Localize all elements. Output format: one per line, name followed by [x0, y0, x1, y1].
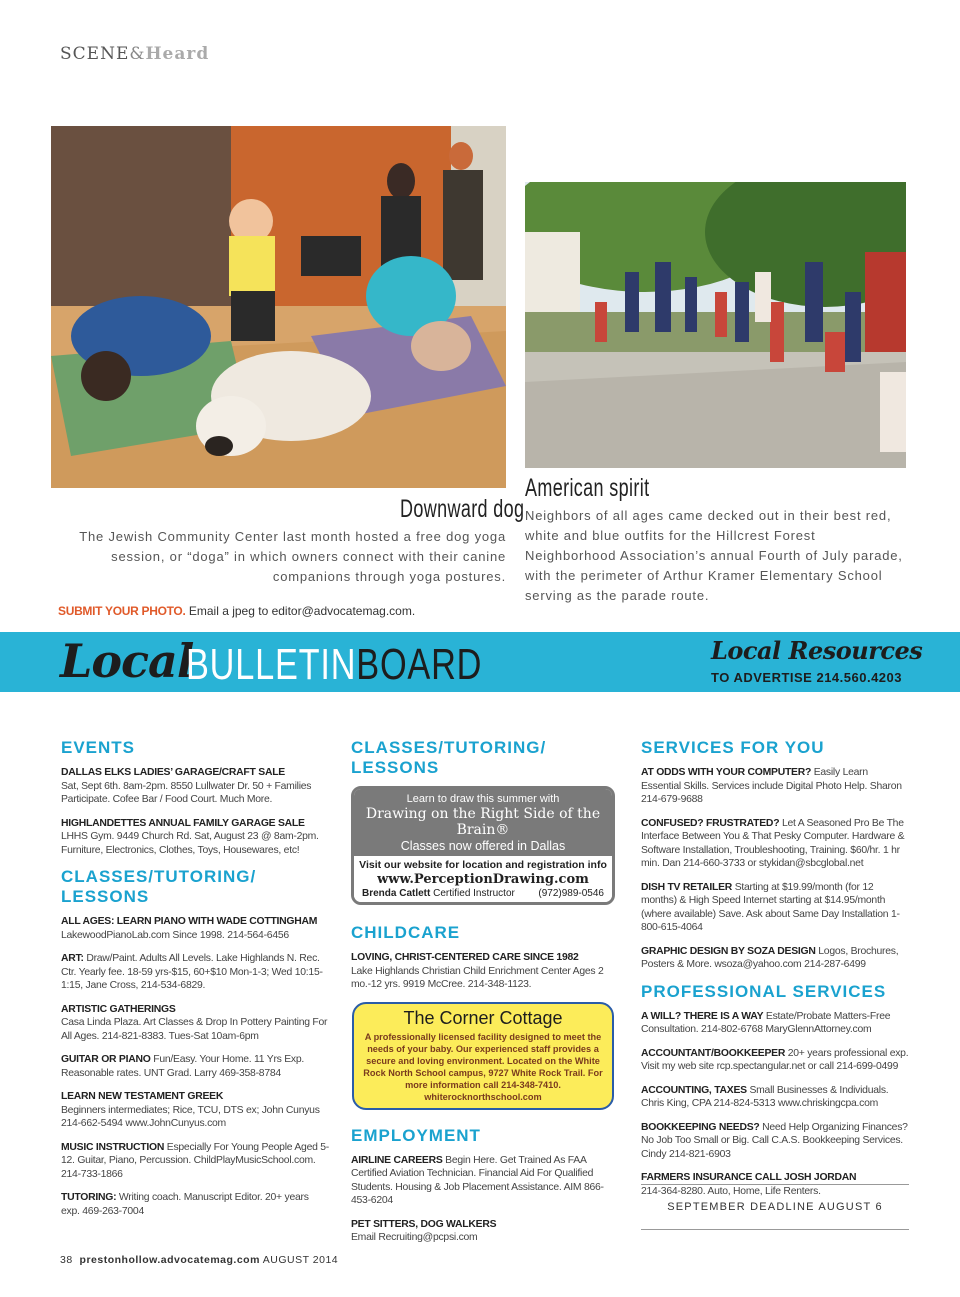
listing: DISH TV RETAILER Starting at $19.99/month (for 12 months) & High Speed Internet starting at $14.95/month (where available) Save. Ask about Same Day Installation 1-800-615-4064: [641, 881, 900, 933]
deadline-text: SEPTEMBER DEADLINE AUGUST 6: [667, 1201, 883, 1213]
listing: FARMERS INSURANCE CALL JOSH JORDAN 214-364-8280. Auto, Home, Life Renters.: [641, 1172, 857, 1197]
listing: GUITAR OR PIANO Fun/Easy. Your Home. 11 Yrs Exp. Reasonable rates. UNT Grad. Larry 469-358-8784: [61, 1054, 305, 1079]
dog-yoga-photo: [51, 126, 506, 488]
banner-title: [186, 640, 482, 690]
photo1-title: Downward dog: [400, 495, 525, 523]
bulletin-banner: [0, 632, 960, 692]
ad1-line3: Classes now offered in Dallas: [400, 839, 566, 853]
deadline-box: [641, 1184, 909, 1230]
listing: ALL AGES: LEARN PIANO WITH WADE COTTINGHAM LakewoodPianoLab.com Since 1998. 214-564-6456: [61, 916, 318, 941]
events-title: EVENTS: [61, 738, 136, 757]
services-title: SERVICES FOR YOU: [641, 738, 825, 757]
header-scene: SCENE: [60, 44, 130, 64]
page-number: 38: [60, 1254, 73, 1266]
submit-photo-note: [58, 604, 415, 618]
corner-cottage-ad: [352, 1002, 614, 1110]
header-heard: Heard: [145, 44, 210, 64]
listing: A WILL? THERE IS A WAY Estate/Probate Matters-Free Consultation. 214-802-6768 MaryGlennAttorney.com: [641, 1010, 891, 1035]
banner-bulletin: BULLETIN: [186, 640, 357, 689]
column-2: [351, 738, 619, 1255]
ad2-body: A professionally licensed facility designed to meet the needs of your baby. Our experienced staff provides a secure and loving environment. Located on the White Rock North School campus, 9727 White Rock Trail. For more information call 214-348-7410. whiterocknorthschool.com: [363, 1031, 603, 1102]
professional-title: PROFESSIONAL SERVICES: [641, 981, 887, 1001]
listing: ART: Draw/Paint. Adults All Levels. Lake Highlands N. Rec. Ctr. Yearly fee. 18-59 yrs-$15, 60+$10 Mon-1-3; Wed 10:15-1:15, Jane Cross, 214-534-6829.: [61, 953, 323, 991]
drawing-class-ad: [351, 786, 615, 905]
banner-local: Local: [60, 634, 194, 688]
ad1-line1: Learn to draw this summer with: [406, 793, 560, 805]
listing: PET SITTERS, DOG WALKERS Email Recruiting@pcpsi.com: [351, 1218, 497, 1243]
listing: ARTISTIC GATHERINGS Casa Linda Plaza. Art Classes & Drop In Pottery Painting For All Ages. 214-821-8383. Tues-Sat 10am-6pm: [61, 1003, 328, 1042]
ad1-line2: Drawing on the Right Side of the Brain®: [365, 806, 601, 838]
column-1: [61, 738, 329, 1228]
listing: TUTORING: Writing coach. Manuscript Editor. 20+ years exp. 469-263-7004: [61, 1192, 309, 1217]
listing: ACCOUNTING, TAXES Small Businesses & Individuals. Chris King, CPA 214-824-5313 www.chriskingcpa.com: [641, 1084, 889, 1109]
footer-site: prestonhollow.advocatemag.com: [79, 1254, 260, 1266]
submit-label: SUBMIT YOUR PHOTO.: [58, 604, 186, 618]
column-3: [641, 738, 909, 1208]
photo2-caption: Neighbors of all ages came decked out in their best red, white and blue outfits for the Hillcrest Forest Neighborhood Association’s annual Fourth of July parade, with the perimeter of Arthur Kramer Elementary School serving as the parade route.: [525, 508, 903, 603]
listing: MUSIC INSTRUCTION Especially For Young People Aged 5-12. Guitar, Piano, Percussion. ChildPlayMusicSchool.com. 214-733-1866: [61, 1141, 330, 1180]
listing: LOVING, CHRIST-CENTERED CARE SINCE 1982 Lake Highlands Christian Child Enrichment Center Ages 2 mo.-12 yrs. 9919 McCree. 214-348-1123.: [351, 952, 604, 990]
footer-issue: AUGUST 2014: [262, 1254, 339, 1266]
ad1-website: www.PerceptionDrawing.com: [377, 872, 589, 887]
page-footer: [60, 1254, 338, 1266]
listing: AT ODDS WITH YOUR COMPUTER? Easily Learn Essential Skills. Services include Digital Photo Help. Sharon 214-679-9688: [641, 767, 902, 805]
header-amp: &: [129, 44, 146, 64]
childcare-title: CHILDCARE: [351, 923, 461, 942]
banner-resources: Local Resources: [711, 636, 923, 665]
photo2-title: American spirit: [525, 474, 650, 502]
listing: HIGHLANDETTES ANNUAL FAMILY GARAGE SALE LHHS Gym. 9449 Church Rd. Sat, August 23 @ 8am-2pm. Furniture, Electronics, Clothes, Toys, Housewares, etc!: [61, 817, 319, 856]
banner-board: BOARD: [356, 640, 483, 689]
photo1-caption: The Jewish Community Center last month hosted a free dog yoga session, or “doga” in which owners connect with their canine companions through yoga postures.: [79, 529, 506, 584]
employment-title: EMPLOYMENT: [351, 1125, 481, 1145]
ad1-phone: (972)989-0546: [538, 888, 604, 899]
parade-photo: [525, 182, 906, 468]
listing: LEARN NEW TESTAMENT GREEK Beginners intermediates; Rice, TCU, DTS ex; John Cunyus 214-662-5494 www.JohnCunyus.com: [61, 1091, 320, 1129]
listing: GRAPHIC DESIGN BY SOZA DESIGN Logos, Brochures, Posters & More. wsoza@yahoo.com 214-287-6499: [641, 945, 899, 970]
classes-title: CLASSES/TUTORING/ LESSONS: [61, 867, 257, 906]
listing: CONFUSED? FRUSTRATED? Let A Seasoned Pro Be The Interface Between You & That Pesky Computer. Hardware & Software Installation, Troubleshooting, Training. $60/hr. 1 hr min. Dan 214-660-3733 or stykidan@sbcglobal.net: [641, 817, 905, 869]
listing: ACCOUNTANT/BOOKKEEPER 20+ years professional exp. Visit my web site rcp.spectangular.net or call 214-699-0499: [641, 1047, 909, 1072]
ad1-name: Brenda Catlett: [362, 888, 431, 899]
ad2-heading: The Corner Cottage: [403, 1007, 563, 1028]
listing: AIRLINE CAREERS Begin Here. Get Trained As FAA Certified Aviation Technician. Financial Aid For Qualified Students. Housing & Job Placement Assistance. AIM 866-453-6204: [351, 1154, 604, 1206]
ad1-role: Certified Instructor: [433, 888, 515, 899]
classes-title-2: CLASSES/TUTORING/ LESSONS: [351, 738, 547, 777]
listing: DALLAS ELKS LADIES’ GARAGE/CRAFT SALE Sat, Sept 6th. 8am-2pm. 8550 Lullwater Dr. 50 + Families Participate. Cofee Bar / Food Court. Much More.: [61, 767, 312, 805]
section-header: [60, 44, 209, 64]
banner-advertise: TO ADVERTISE 214.560.4203: [711, 670, 902, 685]
listing: BOOKKEEPING NEEDS? Need Help Organizing Finances? No Job Too Small or Big. Call C.A.S. Bookkeeping Services. Cindy 214-821-6903: [641, 1121, 908, 1160]
ad1-line4: Visit our website for location and registration info: [359, 859, 607, 871]
submit-text: Email a jpeg to editor@advocatemag.com.: [188, 604, 416, 618]
